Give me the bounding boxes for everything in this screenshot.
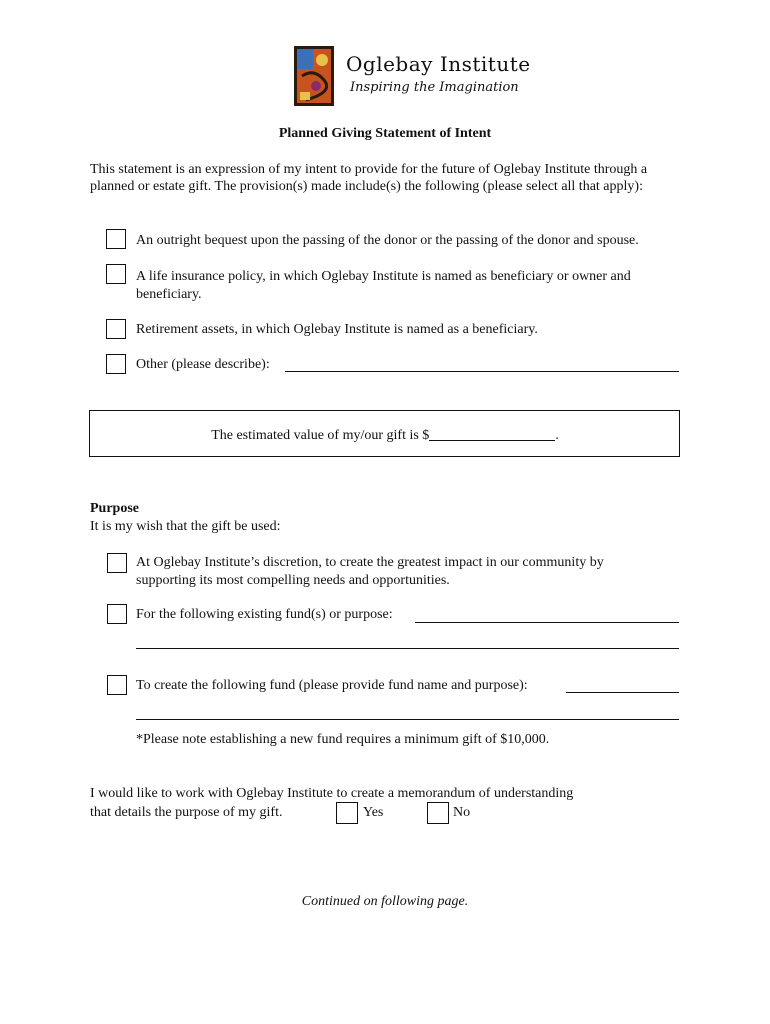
purpose-new-fund-checkbox[interactable]: [107, 675, 127, 695]
memorandum-no-label: No: [453, 805, 471, 820]
provision-life-insurance-label: A life insurance policy, in which Oglebay Institute is named as beneficiary or owner and beneficiary.: [136, 269, 631, 302]
memorandum-line1: I would like to work with Oglebay Institute to create a memorandum of understanding: [90, 786, 574, 801]
provision-retirement-checkbox[interactable]: [106, 319, 126, 339]
provision-bequest-label: An outright bequest upon the passing of the donor or the passing of the donor and spouse.: [136, 233, 639, 248]
purpose-discretion-checkbox[interactable]: [107, 553, 127, 573]
existing-fund-field-line2[interactable]: [136, 648, 679, 649]
memorandum-yes-label: Yes: [363, 805, 384, 820]
logo-art: [294, 46, 334, 106]
estimate-row: [0, 426, 770, 444]
purpose-discretion-label: At Oglebay Institute’s discretion, to create the greatest impact in our community by supporting its most compelling needs and opportunities.: [136, 555, 604, 588]
estimate-amount-field[interactable]: [429, 426, 555, 441]
new-fund-field-line2[interactable]: [136, 719, 679, 720]
existing-fund-field[interactable]: [415, 622, 679, 623]
page-title: Planned Giving Statement of Intent: [278, 126, 492, 141]
logo-tagline: Inspiring the Imagination: [350, 80, 519, 95]
purpose-existing-fund-label: For the following existing fund(s) or purpose:: [136, 607, 393, 622]
memorandum-yes-checkbox[interactable]: [336, 802, 358, 824]
purpose-new-fund-label: To create the following fund (please provide fund name and purpose):: [136, 678, 528, 693]
logo-name: Oglebay Institute: [346, 52, 531, 76]
purpose-heading: Purpose: [90, 501, 139, 516]
estimate-suffix: .: [555, 428, 559, 443]
provision-retirement-label: Retirement assets, in which Oglebay Institute is named as a beneficiary.: [136, 322, 538, 337]
new-fund-field[interactable]: [566, 692, 679, 693]
estimate-prefix: The estimated value of my/our gift is $: [211, 428, 430, 443]
provision-life-insurance-checkbox[interactable]: [106, 264, 126, 284]
purpose-subheading: It is my wish that the gift be used:: [90, 519, 281, 534]
provision-other-field[interactable]: [285, 371, 679, 372]
intro-paragraph: This statement is an expression of my intent to provide for the future of Oglebay Institute through a planned or estate gift. The provision(s) made include(s) the following (please select all that apply):: [90, 162, 648, 194]
provision-other-checkbox[interactable]: [106, 354, 126, 374]
provision-bequest-checkbox[interactable]: [106, 229, 126, 249]
memorandum-line2: that details the purpose of my gift.: [90, 805, 283, 820]
memorandum-no-checkbox[interactable]: [427, 802, 449, 824]
provision-other-label: Other (please describe):: [136, 357, 270, 372]
purpose-existing-fund-checkbox[interactable]: [107, 604, 127, 624]
new-fund-note: *Please note establishing a new fund requires a minimum gift of $10,000.: [136, 732, 550, 747]
continued-note: Continued on following page.: [301, 894, 469, 909]
